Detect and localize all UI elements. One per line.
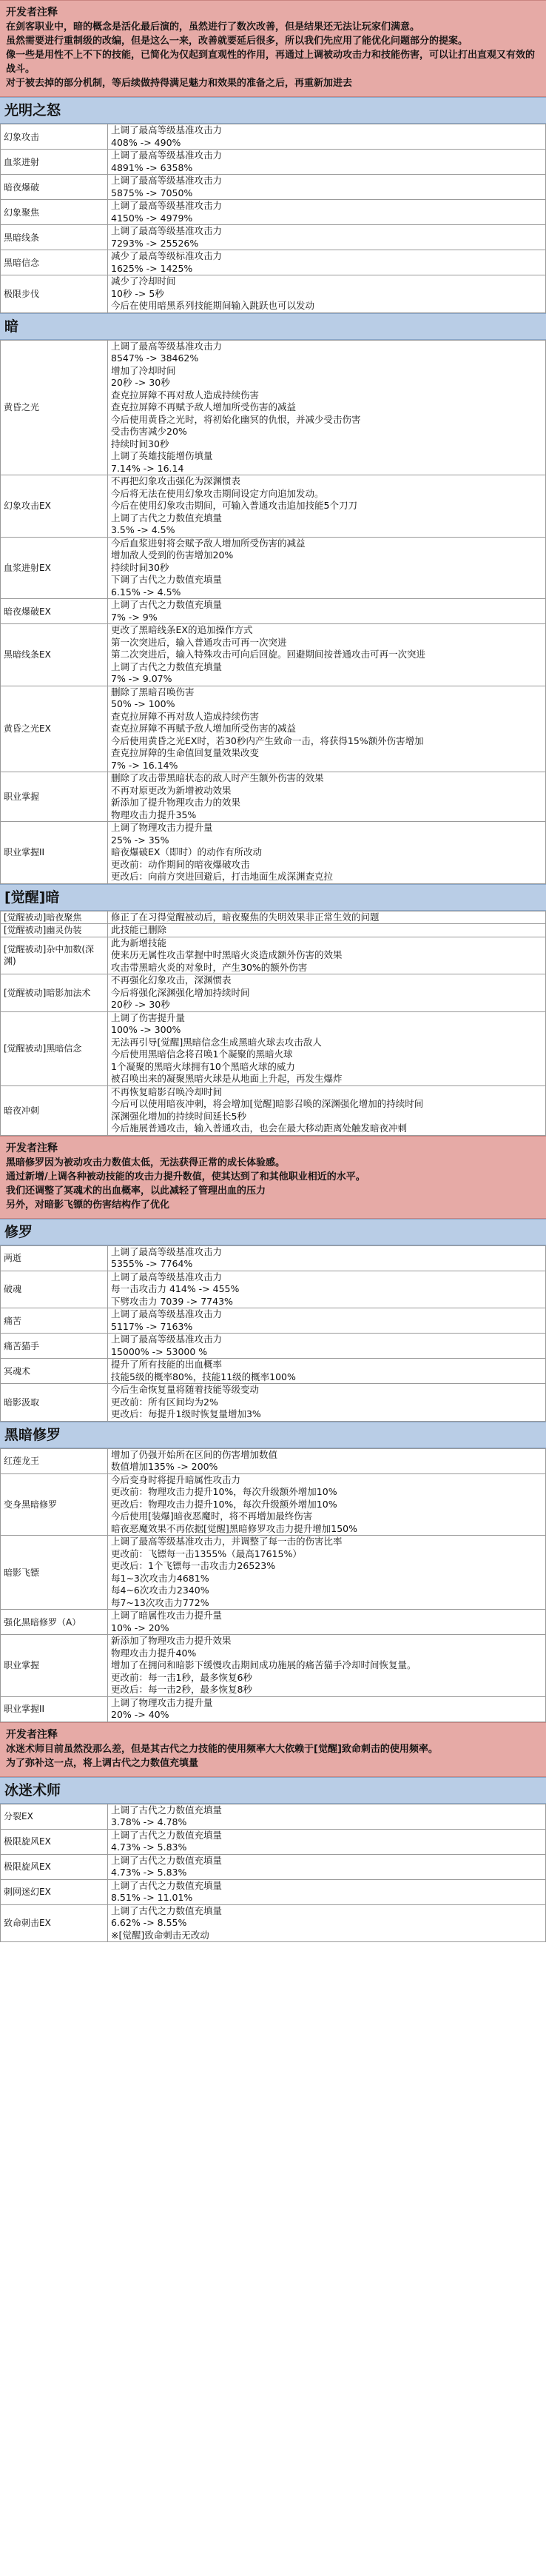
- change-line: 查克拉屏障不再对敌人造成持续伤害: [111, 389, 260, 401]
- table-row: [1, 1635, 546, 1697]
- class-section-header: 黑暗修罗: [0, 1422, 546, 1448]
- change-line: 下劈攻击力 7039 -> 7743%: [111, 1295, 233, 1307]
- table-row: [1, 1271, 546, 1308]
- table-row: [1, 1829, 546, 1854]
- change-line: 7% -> 9.07%: [111, 673, 172, 684]
- skill-name-cell: 幻象聚焦: [1, 200, 108, 225]
- change-line: 20秒 -> 30秒: [111, 999, 170, 1010]
- change-line: 今后使用黄昏之光EX时，若30秒内产生致命一击，将获得15%额外伤害增加: [111, 735, 424, 746]
- change-line: 5875% -> 7050%: [111, 187, 193, 198]
- developer-note-line: 通过新增/上调各种被动技能的攻击力提升数值，使其达到了和其他职业相近的水平。: [6, 1171, 365, 1182]
- developer-note-line: 黑暗修罗因为被动攻击力数值太低，无法获得正常的成长体验感。: [6, 1157, 286, 1168]
- class-section-header: [觉醒]暗: [0, 884, 546, 911]
- change-line: 25% -> 35%: [111, 834, 169, 846]
- change-description-cell: [108, 911, 546, 924]
- change-line: 今后在使用幻象攻击期间，可输入普通攻击追加技能5个刀刀: [111, 500, 357, 511]
- change-line: 每7~13次攻击力772%: [111, 1596, 209, 1608]
- table-row: [1, 200, 546, 225]
- change-description-cell: [108, 1473, 546, 1536]
- change-description-cell: [108, 1610, 546, 1635]
- change-line: 上调了最高等级基准攻击力: [111, 1334, 223, 1345]
- change-line: 今后生命恢复量将随着技能等级变动: [111, 1384, 260, 1395]
- table-row: [1, 250, 546, 275]
- change-description-cell: [108, 924, 546, 937]
- change-line: 1个凝聚的黑暗火球拥有10个黑暗火球的威力: [111, 1060, 295, 1072]
- table-row: [1, 1308, 546, 1334]
- table-row: [1, 599, 546, 624]
- change-line: 今后将强化深渊强化增加持续时间: [111, 986, 250, 998]
- skill-name-cell: 痛苦: [1, 1308, 108, 1334]
- change-line: 第二次突进后，输入特殊攻击可向后回旋。回避期间按普通攻击可再一次突进: [111, 649, 426, 660]
- change-line: 4891% -> 6358%: [111, 161, 193, 173]
- table-row: [1, 1245, 546, 1271]
- change-description-cell: [108, 1635, 546, 1697]
- change-description-cell: [108, 1384, 546, 1422]
- change-line: 更改前：飞镖每一击1355%（最高17615%）: [111, 1548, 302, 1559]
- table-row: [1, 1804, 546, 1829]
- change-line: 上调了古代之力数值充填量: [111, 599, 223, 610]
- skill-name-cell: 极限旋风EX: [1, 1829, 108, 1854]
- change-description-cell: [108, 1245, 546, 1271]
- change-line: 无法再引导[觉醒]黑暗信念生成黑暗火球去攻击敌人: [111, 1036, 322, 1048]
- skill-name-cell: 冥魂术: [1, 1359, 108, 1384]
- change-line: 增加了在拥问和暗影下缓慢攻击期间成功施展的痛苦猫手冷却时间恢复量。: [111, 1659, 417, 1670]
- change-line: 20秒 -> 30秒: [111, 377, 170, 388]
- change-line: 增加敌人受到的伤害增加20%: [111, 549, 234, 561]
- change-line: 被召唤出来的凝聚黑暗火球是从地面上升起，再发生爆炸: [111, 1073, 343, 1084]
- skill-name-cell: 极限旋风EX: [1, 1854, 108, 1879]
- change-line: 每1~3次攻击力4681%: [111, 1572, 209, 1584]
- change-line: 上调了暗属性攻击力提升量: [111, 1610, 223, 1621]
- change-line: 7293% -> 25526%: [111, 237, 199, 249]
- change-line: 增加了冷却时间: [111, 364, 176, 376]
- table-row: [1, 1384, 546, 1422]
- change-line: 提升了所有技能的出血概率: [111, 1359, 223, 1370]
- change-line: 受击伤害减少20%: [111, 426, 187, 437]
- change-line: 查克拉屏障的生命值回复量效果改变: [111, 747, 260, 758]
- change-line: 查克拉屏障不再对敌人造成持续伤害: [111, 710, 260, 722]
- change-line: 使来历无属性攻击掌握中时黑暗火炎造成额外伤害的效果: [111, 949, 343, 960]
- change-line: 6.15% -> 4.5%: [111, 586, 181, 598]
- change-description-cell: [108, 200, 546, 225]
- change-line: 更改后：向前方突进回避后，打击地面生成深渊查克拉: [111, 871, 334, 882]
- class-section-header: 暗: [0, 313, 546, 340]
- change-description-cell: [108, 537, 546, 599]
- change-line: 上调了最高等级基准攻击力: [111, 150, 223, 161]
- change-line: 7.14% -> 16.14: [111, 462, 184, 474]
- change-line: 上调了伤害提升量: [111, 1011, 186, 1023]
- table-row: [1, 772, 546, 822]
- table-row: [1, 150, 546, 175]
- class-section-header: 修罗: [0, 1219, 546, 1245]
- change-description-cell: [108, 150, 546, 175]
- change-line: 上调了最高等级基准攻击力: [111, 1308, 223, 1319]
- developer-note-line: 对于被去掉的部分机制，等后续做持得满足魅力和效果的准备之后，再重新加进去: [6, 78, 353, 89]
- skill-name-cell: 暗影汲取: [1, 1384, 108, 1422]
- table-row: [1, 1904, 546, 1942]
- change-description-cell: [108, 175, 546, 200]
- skill-name-cell: 破魂: [1, 1271, 108, 1308]
- change-line: 上调了古代之力数值充填量: [111, 512, 223, 523]
- developer-note-title: 开发者注释: [6, 1142, 58, 1154]
- change-description-cell: [108, 275, 546, 313]
- change-line: 减少了冷却时间: [111, 275, 176, 287]
- change-line: 数值增加135% -> 200%: [111, 1461, 218, 1472]
- change-line: 20% -> 40%: [111, 1709, 169, 1720]
- change-line: 今后可以使用暗夜冲刺，将会增加[觉醒]暗影召唤的深渊强化增加的持续时间: [111, 1098, 424, 1109]
- change-line: 每一击攻击力 414% -> 455%: [111, 1283, 240, 1294]
- change-line: 不再对原更改为新增被动效果: [111, 784, 232, 796]
- table-row: [1, 537, 546, 599]
- table-row: [1, 1536, 546, 1610]
- change-line: 上调了物理攻击力提升量: [111, 1696, 213, 1708]
- skill-name-cell: 血浆进射: [1, 150, 108, 175]
- change-line: 今后将无法在使用幻象攻击期间设定方向追加发动。: [111, 487, 324, 499]
- change-line: 7% -> 9%: [111, 611, 158, 623]
- developer-note-line: 另外，对暗影飞镖的伤害结构作了优化: [6, 1199, 170, 1211]
- skill-name-cell: 致命刺击EX: [1, 1904, 108, 1942]
- change-line: 持续时间30秒: [111, 561, 169, 573]
- change-description-cell: [108, 1271, 546, 1308]
- change-line: 上调了最高等级基准攻击力: [111, 175, 223, 186]
- change-line: 删除了攻击带黑暗状态的敌人时产生额外伤害的效果: [111, 772, 324, 783]
- change-line: 上调了最高等级基准攻击力: [111, 124, 223, 136]
- change-description-cell: [108, 1854, 546, 1879]
- skill-name-cell: 暗夜爆破EX: [1, 599, 108, 624]
- skill-name-cell: 刺网迷幻EX: [1, 1879, 108, 1904]
- change-line: 上调了最高等级基准攻击力: [111, 200, 223, 211]
- change-description-cell: [108, 1308, 546, 1334]
- change-description-cell: [108, 624, 546, 686]
- change-line: 不再强化幻象攻击，深渊惯表: [111, 974, 232, 986]
- change-line: ※[觉醒]致命刺击无改动: [111, 1929, 209, 1941]
- change-line: 上调了古代之力数值充填量: [111, 1804, 223, 1816]
- table-row: [1, 1359, 546, 1384]
- skill-name-cell: 黑暗线条EX: [1, 624, 108, 686]
- change-line: 上调了最高等级基准攻击力: [111, 340, 223, 352]
- skill-name-cell: 职业掌握: [1, 1635, 108, 1697]
- change-description-cell: [108, 1696, 546, 1722]
- table-row: [1, 225, 546, 250]
- developer-note-title: 开发者注释: [6, 1728, 58, 1741]
- change-line: 10% -> 20%: [111, 1622, 169, 1633]
- change-line: 8547% -> 38462%: [111, 352, 199, 364]
- change-line: 今后使用黄昏之光时，将初始化幽冥的仇恨，并减少受击伤害: [111, 413, 361, 425]
- developer-note-line: 为了弥补这一点，将上调古代之力数值充填量: [6, 1757, 199, 1769]
- change-line: 3.78% -> 4.78%: [111, 1816, 187, 1827]
- change-description-cell: [108, 475, 546, 538]
- table-row: [1, 1854, 546, 1879]
- change-line: 查克拉屏障不再赋予敌人增加所受伤害的减益: [111, 401, 297, 412]
- change-line: 6.62% -> 8.55%: [111, 1917, 187, 1928]
- change-description-cell: [108, 974, 546, 1012]
- change-line: 今后使用黑暗信念将召唤1个凝聚的黑暗火球: [111, 1048, 293, 1060]
- table-row: [1, 124, 546, 150]
- change-line: 攻击带黑暗火炎的对象时，产生30%的额外伤害: [111, 961, 308, 973]
- skill-name-cell: 痛苦猫手: [1, 1334, 108, 1359]
- change-description-cell: [108, 822, 546, 884]
- developer-note-line: 我们还调整了冥魂术的出血概率，以此减轻了管理出血的压力: [6, 1185, 266, 1197]
- change-line: 408% -> 490%: [111, 136, 181, 148]
- skill-name-cell: 强化黑暗修罗（A）: [1, 1610, 108, 1635]
- table-row: [1, 822, 546, 884]
- change-description-cell: [108, 1085, 546, 1135]
- change-description-cell: [108, 1359, 546, 1384]
- change-line: 每4~6次攻击力2340%: [111, 1585, 209, 1596]
- change-line: 上调了英雄技能增伤填量: [111, 450, 213, 461]
- change-line: 上调了古代之力数值充填量: [111, 1904, 223, 1916]
- change-line: 查克拉屏障不再赋予敌人增加所受伤害的减益: [111, 723, 297, 734]
- change-line: 物理攻击力提升40%: [111, 1647, 197, 1659]
- change-line: 更改后：1个飞镖每一击攻击力26523%: [111, 1560, 276, 1571]
- table-row: [1, 1448, 546, 1473]
- change-line: 增加了仍强开始所在区间的伤害增加数值: [111, 1448, 278, 1460]
- change-line: 今后变身时将提升暗属性攻击力: [111, 1473, 241, 1485]
- change-line: 3.5% -> 4.5%: [111, 524, 175, 535]
- change-line: 新添加了物理攻击力提升效果: [111, 1635, 232, 1646]
- change-line: 4.73% -> 5.83%: [111, 1867, 187, 1878]
- skill-name-cell: [觉醒被动]幽灵伪装: [1, 924, 108, 937]
- table-row: [1, 1696, 546, 1722]
- change-line: 今后施展普通攻击，输入普通攻击，也会在最大移动距离处触发暗夜冲刺: [111, 1123, 408, 1134]
- developer-note-line: 虽然需要进行重制级的改编，但是这么一来，改善就要延后很多，所以我们先应用了能优化问题部分的提案。: [6, 36, 468, 47]
- change-line: 更改前：所有区间均为2%: [111, 1396, 218, 1408]
- skill-name-cell: 幻象攻击: [1, 124, 108, 150]
- change-line: 下调了古代之力数值充填量: [111, 574, 223, 585]
- skill-name-cell: 红莲龙王: [1, 1448, 108, 1473]
- change-line: 减少了最高等级标准攻击力: [111, 250, 223, 261]
- change-line: 上调了最高等级基准攻击力: [111, 1271, 223, 1282]
- developer-note-line: 像一些是用性不上不下的技能，已简化为仅起到直观性的作用，再通过上调被动攻击力和技能伤害，可以让打出直观又有效的战斗。: [6, 50, 536, 75]
- change-line: 4150% -> 4979%: [111, 212, 193, 224]
- skill-name-cell: 暗影飞镖: [1, 1536, 108, 1610]
- change-line: 更改后：每一击2秒，最多恢复8秒: [111, 1684, 252, 1695]
- table-row: [1, 686, 546, 772]
- change-line: 物理攻击力提升35%: [111, 809, 197, 820]
- table-row: [1, 974, 546, 1012]
- change-line: 深渊强化增加的持续时间延长5秒: [111, 1110, 246, 1122]
- change-line: 7% -> 16.14%: [111, 759, 178, 771]
- change-description-cell: [108, 772, 546, 822]
- table-row: [1, 1085, 546, 1135]
- skill-name-cell: 职业掌握II: [1, 822, 108, 884]
- change-line: 上调了古代之力数值充填量: [111, 660, 223, 672]
- change-description-cell: [108, 225, 546, 250]
- change-line: 删除了黑暗召唤伤害: [111, 686, 195, 697]
- change-line: 上调了古代之力数值充填量: [111, 1879, 223, 1891]
- change-line: 不再把幻象攻击强化为深渊惯表: [111, 475, 241, 486]
- table-row: [1, 1011, 546, 1085]
- table-row: [1, 1610, 546, 1635]
- skill-change-table: [0, 911, 546, 1136]
- table-row: [1, 1879, 546, 1904]
- change-line: 100% -> 300%: [111, 1024, 181, 1035]
- table-row: [1, 924, 546, 937]
- change-line: 不再恢复暗影召唤冷却时间: [111, 1085, 223, 1097]
- change-line: 今后血浆进射将会赋予敌人增加所受伤害的减益: [111, 537, 306, 549]
- change-description-cell: [108, 1011, 546, 1085]
- skill-name-cell: [觉醒被动]暗影加法术: [1, 974, 108, 1012]
- table-row: [1, 1473, 546, 1536]
- table-row: [1, 937, 546, 974]
- skill-name-cell: 职业掌握II: [1, 1696, 108, 1722]
- change-line: 此为新增技能: [111, 937, 167, 949]
- skill-name-cell: 黄昏之光: [1, 340, 108, 475]
- change-line: 今后在使用暗黑系列技能期间输入跳跃也可以发动: [111, 300, 315, 311]
- change-description-cell: [108, 340, 546, 475]
- skill-name-cell: [觉醒被动]黑暗信念: [1, 1011, 108, 1085]
- change-line: 更改前：每一击1秒，最多恢复6秒: [111, 1671, 252, 1683]
- change-description-cell: [108, 250, 546, 275]
- developer-note: [0, 1722, 546, 1777]
- change-description-cell: [108, 1448, 546, 1473]
- change-line: 4.73% -> 5.83%: [111, 1841, 187, 1853]
- change-line: 技能5级的概率80%，技能11级的概率100%: [111, 1371, 296, 1382]
- skill-change-table: [0, 124, 546, 313]
- change-line: 8.51% -> 11.01%: [111, 1892, 193, 1903]
- developer-note-line: 冰迷术师目前虽然没那么差，但是其古代之力技能的使用频率大大依赖于[觉醒]致命刺击的使用频率。: [6, 1743, 438, 1755]
- skill-name-cell: 血浆进射EX: [1, 537, 108, 599]
- change-description-cell: [108, 1879, 546, 1904]
- skill-change-table: [0, 1804, 546, 1943]
- change-line: 1625% -> 1425%: [111, 262, 193, 274]
- table-row: [1, 911, 546, 924]
- skill-change-table: [0, 1448, 546, 1722]
- change-description-cell: [108, 599, 546, 624]
- change-description-cell: [108, 1334, 546, 1359]
- change-line: 暗夜恶魔效果不再依据[觉醒]黑暗修罗攻击力提升增加150%: [111, 1522, 357, 1534]
- table-row: [1, 175, 546, 200]
- change-line: 暗夜爆破EX（即时）的动作有所改动: [111, 846, 262, 857]
- change-line: 上调了最高等级基准攻击力，并调整了每一击的伤害比率: [111, 1536, 343, 1547]
- change-line: 更改前：物理攻击力提升10%，每次升级额外增加10%: [111, 1486, 337, 1497]
- developer-note-title: 开发者注释: [6, 7, 58, 19]
- developer-note-line: 在剑客职业中，暗的概念是活化最后演的，虽然进行了数次改善，但是结果还无法让玩家们满意。: [6, 21, 420, 33]
- skill-name-cell: 黄昏之光EX: [1, 686, 108, 772]
- change-line: 上调了最高等级基准攻击力: [111, 225, 223, 236]
- skill-name-cell: 变身黑暗修罗: [1, 1473, 108, 1536]
- change-line: 10秒 -> 5秒: [111, 287, 164, 299]
- skill-name-cell: [觉醒被动]暗夜聚焦: [1, 911, 108, 924]
- change-line: 更改后：物理攻击力提升10%，每次升级额外增加10%: [111, 1498, 337, 1510]
- change-description-cell: [108, 1904, 546, 1942]
- change-line: 5355% -> 7764%: [111, 1258, 193, 1269]
- change-line: 第一次突进后，输入普通攻击可再一次突进: [111, 636, 287, 648]
- skill-name-cell: 黑暗线条: [1, 225, 108, 250]
- change-description-cell: [108, 1829, 546, 1854]
- skill-name-cell: 黑暗信念: [1, 250, 108, 275]
- skill-name-cell: 两逝: [1, 1245, 108, 1271]
- change-description-cell: [108, 124, 546, 150]
- change-description-cell: [108, 937, 546, 974]
- change-line: 50% -> 100%: [111, 698, 175, 709]
- change-description-cell: [108, 686, 546, 772]
- skill-change-table: [0, 1245, 546, 1422]
- skill-name-cell: 幻象攻击EX: [1, 475, 108, 538]
- skill-name-cell: 职业掌握: [1, 772, 108, 822]
- class-section-header: 冰迷术师: [0, 1777, 546, 1804]
- table-row: [1, 475, 546, 538]
- change-line: 更改后：毎提升1级时恢复量增加3%: [111, 1408, 261, 1419]
- change-line: 修正了在习得觉醒被动后，暗夜聚焦的失明效果非正常生效的问题: [111, 911, 380, 923]
- change-line: 更改前：动作期间的暗夜爆破攻击: [111, 858, 250, 870]
- table-row: [1, 275, 546, 313]
- change-line: 持续时间30秒: [111, 438, 169, 449]
- skill-name-cell: 极限步伐: [1, 275, 108, 313]
- change-line: 5117% -> 7163%: [111, 1320, 193, 1332]
- table-row: [1, 340, 546, 475]
- change-line: 15000% -> 53000 %: [111, 1345, 208, 1357]
- change-description-cell: [108, 1536, 546, 1610]
- table-row: [1, 624, 546, 686]
- skill-name-cell: 分裂EX: [1, 1804, 108, 1829]
- change-line: 上调了物理攻击力提升量: [111, 822, 213, 833]
- change-line: 此技能已删除: [111, 924, 167, 935]
- developer-note: [0, 1136, 546, 1219]
- table-row: [1, 1334, 546, 1359]
- skill-name-cell: 暗夜爆破: [1, 175, 108, 200]
- change-line: 新添加了提升物理攻击力的效果: [111, 797, 241, 808]
- change-line: 上调了古代之力数值充填量: [111, 1829, 223, 1841]
- change-line: 更改了黑暗线条EX的追加操作方式: [111, 624, 253, 635]
- change-line: 今后使用[装爆]暗夜恶魔时，将不再增加最终伤害: [111, 1511, 313, 1522]
- skill-name-cell: 暗夜冲刺: [1, 1085, 108, 1135]
- change-description-cell: [108, 1804, 546, 1829]
- change-line: 上调了古代之力数值充填量: [111, 1854, 223, 1866]
- class-section-header: 光明之怒: [0, 97, 546, 124]
- developer-note: [0, 0, 546, 97]
- skill-name-cell: [觉醒被动]杂中加数(深渊): [1, 937, 108, 974]
- skill-change-table: [0, 340, 546, 884]
- change-line: 上调了最高等级基准攻击力: [111, 1245, 223, 1257]
